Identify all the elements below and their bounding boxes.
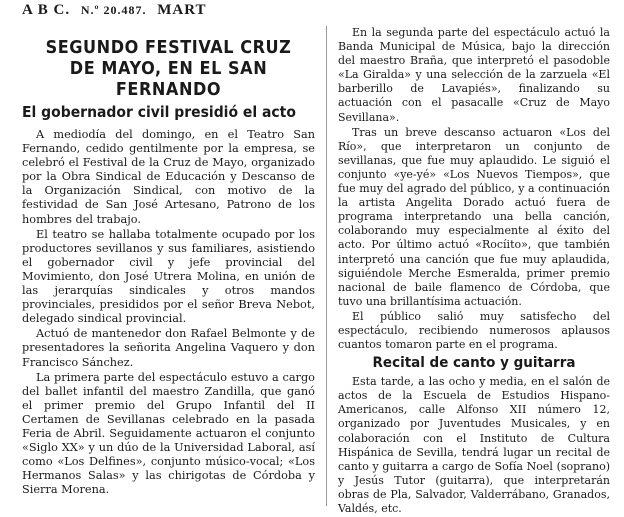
paragraph: El público salió muy satisfecho del espectáculo, recibiendo numerosos aplausos cuantos tomaron parte en el programa. [338, 309, 610, 352]
weekday: MART [157, 2, 207, 18]
column-divider [326, 26, 327, 506]
article-headline: SEGUNDO FESTIVAL CRUZ DE MAYO, EN EL SAN FERNANDO [45, 38, 292, 100]
left-column [22, 26, 315, 498]
paper-name: A B C. [22, 2, 71, 18]
paragraph: Esta tarde, a las ocho y media, en el salón de actos de la Escuela de Estudios Hispano-Americanos, calle Alfonso XII número 12, organizado por Juventudes Musicales, y en colaboración con el Instituto de Cultura Hispánica de Sevilla, tendrá lugar un recital de canto y guitarra a cargo de Sofía Noel (soprano) y Jesús Tutor (guitarra), que interpretarán obras de Pla, Salvador, Valderrábano, Granados, Valdés, etc. [338, 375, 610, 515]
paragraph: La primera parte del espectáculo estuvo a cargo del ballet infantil del maestro Zandilla, que ganó el primer premio del Grupo Infantil del II Certamen de Sevillanas celebrado en la pasada Feria de Abril. Seguidamente actuaron el conjunto «Siglo XX» y un dúo de la Universidad Laboral, así como «Los Delfines», conjunto músico-vocal; «Los Hermanos Salas» y las chirigotas de Córdoba y Sierra Morena. [22, 370, 315, 497]
article-subheadline: El gobernador civil presidió el acto [22, 103, 296, 121]
paragraph: Actuó de mantenedor don Rafael Belmonte y de presentadores la señorita Angelina Vaquero y don Francisco Sánchez. [22, 327, 315, 369]
recital-headline: Recital de canto y guitarra [372, 355, 576, 372]
paragraph: El teatro se hallaba totalmente ocupado por los productores sevillanos y sus familiares, asistiendo el gobernador civil y jefe provincial del Movimiento, don José Utrera Molina, en unión de las jerarquías sindicales y otros mandos provinciales, presididos por el señor Breva Nebot, delegado sindical provincial. [22, 227, 315, 326]
issue-number: N.º 20.487. [80, 3, 147, 17]
paragraph: Tras un breve descanso actuaron «Los del Río», que interpretaron un conjunto de sevillanas, que fue muy aplaudido. Le siguió el conjunto «ye-yé» «Los Nuevos Tiempos», que fue muy del agrado del público, y a continuación la artista Angelita Dorado actuó fuera de programa interpretando una bella canción, colaborando muy especialmente al éxito del acto. Por último actuó «Rocíito», que también interpretó una canción que fue muy aplaudida, siguiéndole Merche Esmeralda, primer premio nacional de baile flamenco de Córdoba, que tuvo una brillantísima actuación. [338, 125, 610, 308]
masthead [22, 2, 312, 24]
right-column [338, 26, 610, 517]
paragraph: En la segunda parte del espectáculo actuó la Banda Municipal de Música, bajo la dirección del maestro Braña, que interpretó el pasodoble «La Giralda» y una selección de la zarzuela «El barberillo de Lavapiés», finalizando su actuación con el pasacalle «Cruz de Mayo Sevillana». [338, 26, 610, 124]
paragraph: A mediodía del domingo, en el Teatro San Fernando, cedido gentilmente por la empresa, se celebró el Festival de la Cruz de Mayo, organizado por la Obra Sindical de Educación y Descanso de la Organización Sindical, con motivo de la festividad de San José Artesano, Patrono de los hombres del trabajo. [22, 128, 315, 226]
